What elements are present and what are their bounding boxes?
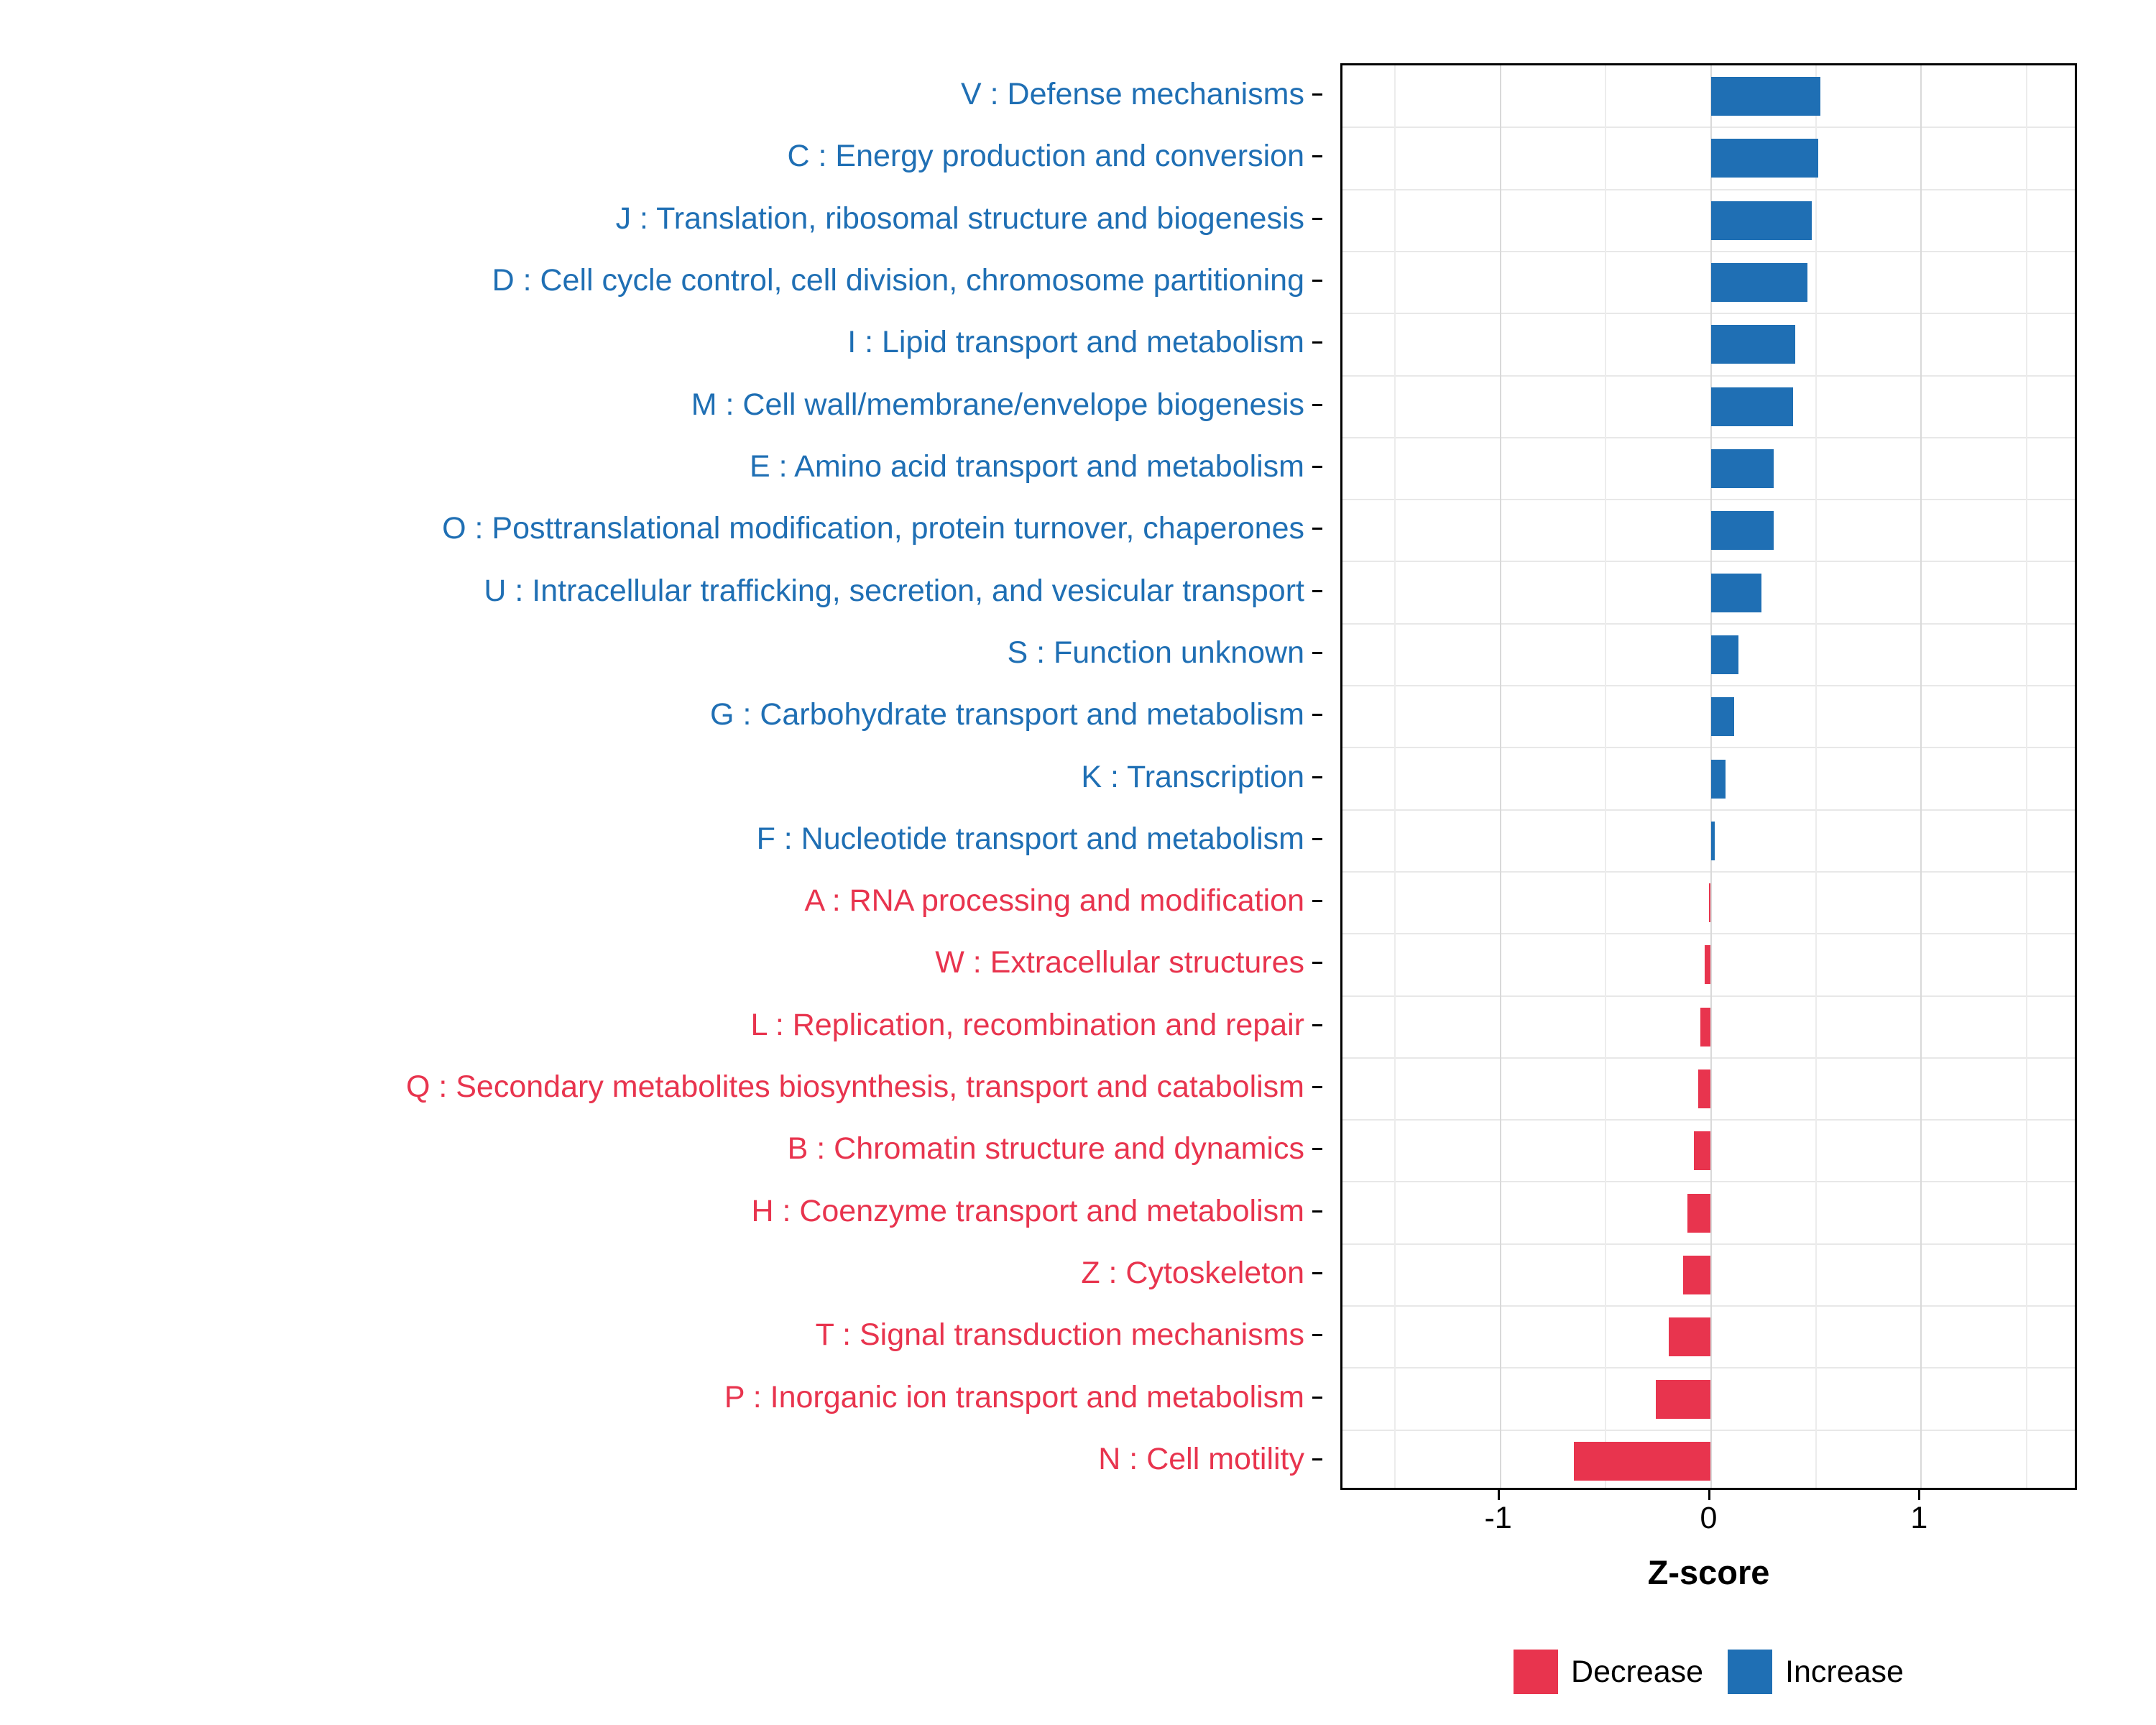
category-label: F : Nucleotide transport and metabolism xyxy=(756,821,1304,856)
x-axis-tick-label: 0 xyxy=(1700,1501,1718,1535)
gridline-horizontal xyxy=(1342,251,2075,252)
category-label: I : Lipid transport and metabolism xyxy=(847,325,1304,360)
category-label: V : Defense mechanisms xyxy=(961,77,1304,112)
y-axis-tick xyxy=(1312,280,1322,282)
category-label: H : Coenzyme transport and metabolism xyxy=(751,1193,1304,1228)
category-label: K : Transcription xyxy=(1081,759,1304,794)
gridline-horizontal xyxy=(1342,1119,2075,1121)
y-axis-tick xyxy=(1312,1334,1322,1336)
bar xyxy=(1705,945,1711,984)
gridline-horizontal xyxy=(1342,1305,2075,1307)
y-axis-tick xyxy=(1312,1148,1322,1150)
category-label: W : Extracellular structures xyxy=(935,945,1304,980)
y-axis-tick xyxy=(1312,528,1322,530)
bar xyxy=(1711,635,1738,674)
legend-item[interactable] xyxy=(1514,1650,1703,1694)
gridline-horizontal xyxy=(1342,685,2075,686)
gridline-horizontal xyxy=(1342,1367,2075,1368)
y-axis-tick xyxy=(1312,652,1322,654)
bar xyxy=(1711,201,1812,240)
gridline-horizontal xyxy=(1342,623,2075,625)
bar xyxy=(1711,697,1734,736)
bar xyxy=(1711,325,1795,364)
y-axis-tick xyxy=(1312,155,1322,157)
gridline-horizontal xyxy=(1342,126,2075,128)
bar xyxy=(1711,760,1726,799)
category-label: B : Chromatin structure and dynamics xyxy=(787,1131,1304,1167)
y-axis-tick xyxy=(1312,1272,1322,1274)
y-axis-tick xyxy=(1312,1086,1322,1088)
y-axis-tick xyxy=(1312,341,1322,344)
category-label: A : RNA processing and modification xyxy=(804,883,1304,919)
x-axis-title: Z-score xyxy=(1647,1553,1770,1591)
gridline-vertical-minor xyxy=(1605,65,1606,1488)
legend-label: Decrease xyxy=(1571,1654,1704,1689)
category-label: T : Signal transduction mechanisms xyxy=(815,1317,1304,1353)
gridline-horizontal xyxy=(1342,809,2075,811)
bar xyxy=(1711,263,1808,302)
y-axis-tick xyxy=(1312,776,1322,778)
legend-swatch-icon xyxy=(1514,1650,1558,1694)
category-label: E : Amino acid transport and metabolism xyxy=(750,448,1304,484)
y-axis-tick xyxy=(1312,1024,1322,1026)
gridline-vertical-major xyxy=(1920,65,1922,1488)
bar xyxy=(1711,822,1715,860)
gridline-horizontal xyxy=(1342,1181,2075,1182)
bar xyxy=(1694,1131,1710,1170)
category-label: M : Cell wall/membrane/envelope biogenesis xyxy=(691,387,1304,422)
x-axis-ticks xyxy=(1340,1490,2077,1540)
gridline-horizontal xyxy=(1342,747,2075,748)
x-axis-tick-label: 1 xyxy=(1910,1501,1928,1535)
category-label: N : Cell motility xyxy=(1098,1441,1304,1476)
legend-label: Increase xyxy=(1785,1654,1904,1689)
category-label: G : Carbohydrate transport and metabolism xyxy=(710,697,1304,732)
gridline-horizontal xyxy=(1342,561,2075,562)
gridline-horizontal xyxy=(1342,375,2075,377)
category-label: L : Replication, recombination and repair xyxy=(750,1007,1304,1042)
x-axis-tick-mark xyxy=(1708,1490,1710,1500)
gridline-horizontal xyxy=(1342,1057,2075,1059)
y-axis-tick xyxy=(1312,962,1322,964)
bar xyxy=(1656,1380,1710,1419)
bar xyxy=(1711,449,1774,488)
gridline-horizontal xyxy=(1342,933,2075,934)
category-label: J : Translation, ribosomal structure and biogenesis xyxy=(615,201,1304,236)
x-axis-tick-mark xyxy=(1498,1490,1500,1500)
y-axis-tick xyxy=(1312,1397,1322,1399)
x-axis-tick-mark xyxy=(1918,1490,1920,1500)
bar xyxy=(1687,1194,1710,1233)
bar xyxy=(1574,1442,1710,1481)
gridline-horizontal xyxy=(1342,1430,2075,1431)
bar xyxy=(1698,1070,1711,1108)
y-axis-category-labels xyxy=(0,63,1322,1490)
plot-panel xyxy=(1340,63,2077,1490)
bar xyxy=(1711,511,1774,550)
gridline-vertical-minor xyxy=(1815,65,1817,1488)
gridline-horizontal xyxy=(1342,995,2075,997)
y-axis-tick xyxy=(1312,590,1322,592)
y-axis-tick xyxy=(1312,404,1322,406)
gridline-vertical-minor xyxy=(1394,65,1396,1488)
y-axis-tick xyxy=(1312,900,1322,902)
y-axis-tick xyxy=(1312,1458,1322,1460)
bar xyxy=(1711,574,1761,612)
y-axis-tick xyxy=(1312,714,1322,716)
gridline-vertical-minor xyxy=(2026,65,2027,1488)
bar xyxy=(1711,387,1793,426)
bar xyxy=(1711,77,1820,116)
x-axis-tick-label: -1 xyxy=(1484,1501,1512,1535)
y-axis-tick xyxy=(1312,1210,1322,1213)
category-label: Q : Secondary metabolites biosynthesis, transport and catabolism xyxy=(405,1070,1304,1105)
bar xyxy=(1709,883,1711,922)
y-axis-tick xyxy=(1312,218,1322,220)
category-label: O : Posttranslational modification, protein turnover, chaperones xyxy=(442,511,1304,546)
gridline-horizontal xyxy=(1342,499,2075,500)
legend xyxy=(1340,1646,2077,1698)
bar xyxy=(1683,1256,1710,1294)
category-label: S : Function unknown xyxy=(1007,635,1304,670)
bar xyxy=(1700,1008,1711,1046)
y-axis-tick xyxy=(1312,838,1322,840)
legend-swatch-icon xyxy=(1728,1650,1772,1694)
category-label: P : Inorganic ion transport and metabolism xyxy=(724,1379,1304,1414)
gridline-horizontal xyxy=(1342,313,2075,314)
gridline-horizontal xyxy=(1342,189,2075,190)
bar xyxy=(1711,139,1818,178)
category-label: U : Intracellular trafficking, secretion, and vesicular transport xyxy=(484,573,1304,608)
category-label: D : Cell cycle control, cell division, chromosome partitioning xyxy=(492,263,1304,298)
gridline-vertical-major xyxy=(1500,65,1501,1488)
gridline-horizontal xyxy=(1342,437,2075,438)
y-axis-tick xyxy=(1312,93,1322,96)
gridline-horizontal xyxy=(1342,871,2075,873)
category-label: Z : Cytoskeleton xyxy=(1081,1255,1304,1290)
category-label: C : Energy production and conversion xyxy=(787,139,1304,174)
gridline-horizontal xyxy=(1342,1243,2075,1245)
y-axis-tick xyxy=(1312,466,1322,468)
legend-item[interactable] xyxy=(1728,1650,1904,1694)
bar xyxy=(1669,1317,1711,1356)
